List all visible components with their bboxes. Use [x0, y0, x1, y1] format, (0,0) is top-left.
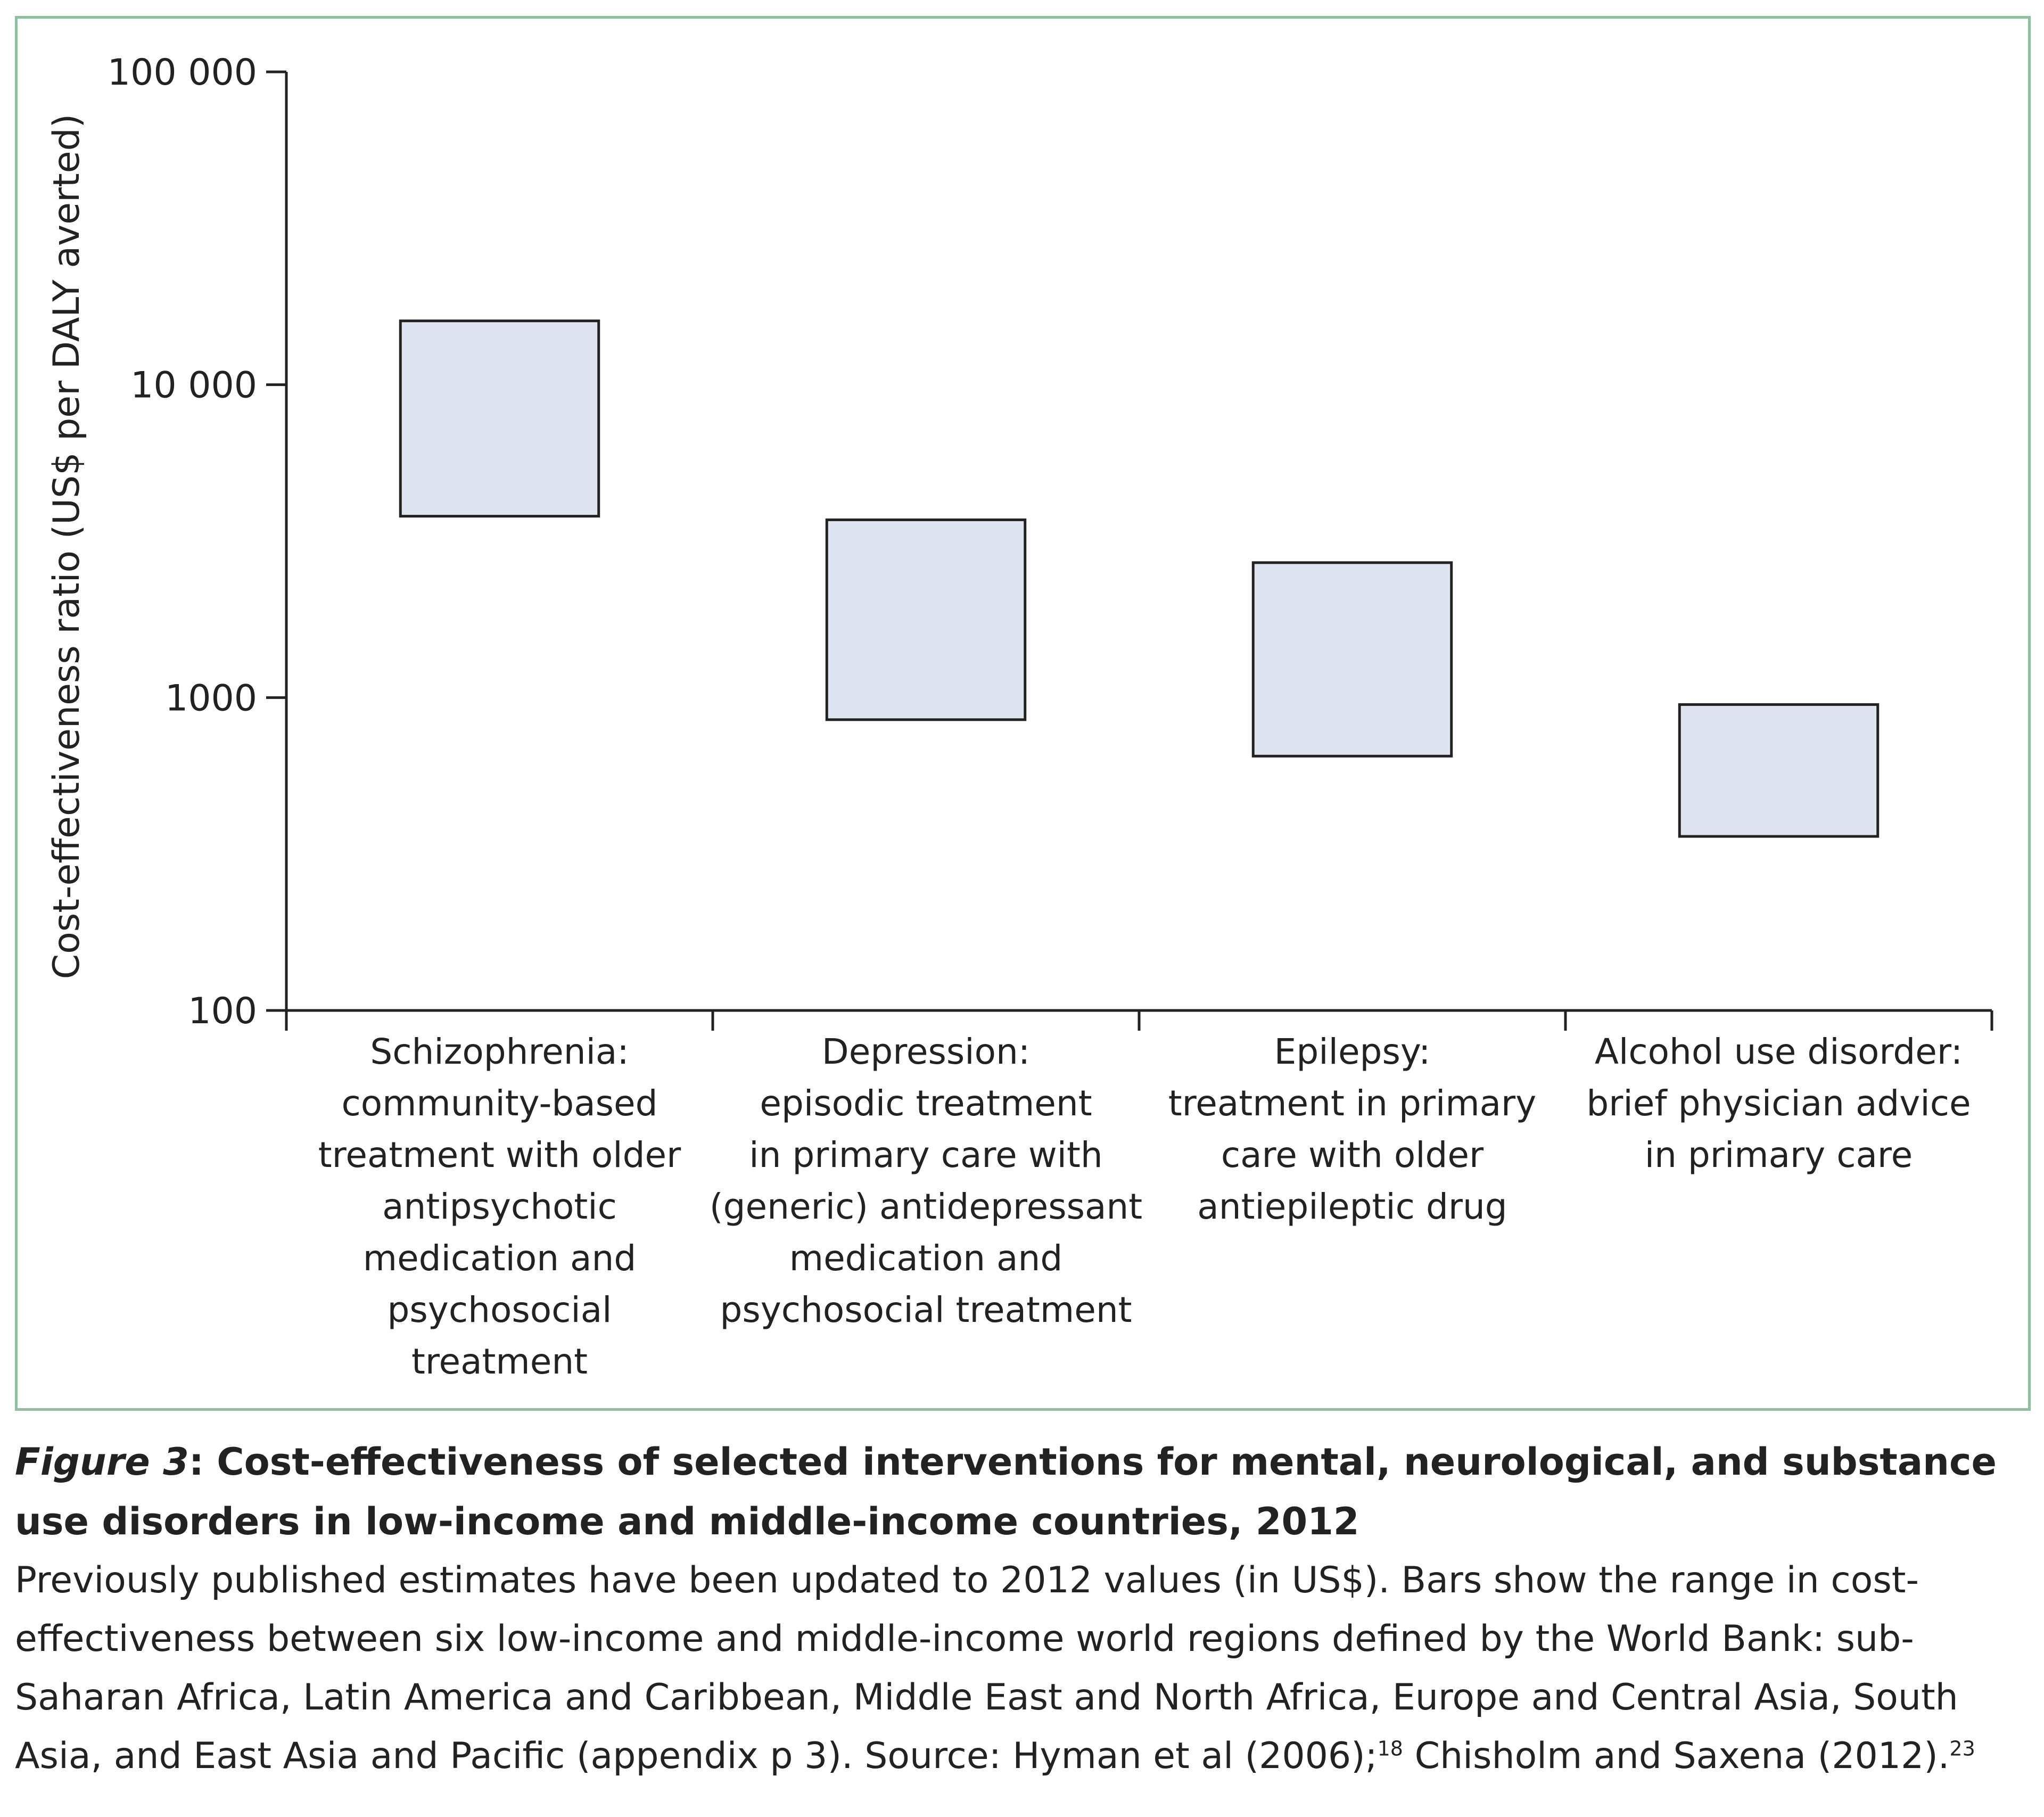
category-label-0-line-3: antipsychotic — [382, 1186, 617, 1227]
category-label-1-line-2: in primary care with — [749, 1134, 1103, 1175]
y-axis-title: Cost-effectiveness ratio (US$ per DALY averted) — [46, 113, 88, 980]
category-label-0-line-2: treatment with older — [318, 1134, 681, 1175]
category-label-0-line-0: Schizophrenia: — [370, 1031, 629, 1072]
range-bar-3 — [1679, 704, 1877, 836]
category-label-1-line-3: (generic) antidepressant — [709, 1186, 1143, 1227]
category-label-3-line-2: in primary care — [1644, 1134, 1913, 1175]
category-label-3-line-0: Alcohol use disorder: — [1594, 1031, 1963, 1072]
category-label-1-line-0: Depression: — [821, 1031, 1031, 1072]
caption-body-text-2: Chisholm and Saxena (2012). — [1403, 1735, 1950, 1777]
caption-body — [15, 1551, 2032, 1786]
category-label-0-line-1: community-based — [341, 1083, 658, 1124]
caption-title — [15, 1432, 2032, 1551]
category-label-0-line-6: treatment — [411, 1341, 588, 1382]
caption-body-text: Previously published estimates have been updated to 2012 values (in US$). Bars show the range in cost-effectiveness between six low-income and middle-income world regions defined by the World Bank: sub-Saharan Africa, Latin America and Caribbean, Middle East and North Africa, Europe and Central Asia, South Asia, and East Asia and Pacific (appendix p 3). Source: Hyman et al (2006); — [15, 1559, 1958, 1777]
category-label-1-line-4: medication and — [789, 1238, 1063, 1279]
category-label-0-line-5: psychosocial — [387, 1289, 612, 1330]
category-label-2-line-2: care with older — [1221, 1134, 1484, 1175]
category-label-0-line-4: medication and — [362, 1238, 637, 1279]
y-tick-label-1: 1000 — [164, 677, 257, 720]
range-bar-2 — [1253, 563, 1451, 756]
y-tick-label-2: 10 000 — [130, 364, 257, 407]
category-label-2-line-0: Epilepsy: — [1274, 1031, 1431, 1072]
category-label-2-line-1: treatment in primary — [1168, 1083, 1537, 1124]
category-label-1-line-1: episodic treatment — [760, 1083, 1092, 1124]
category-label-2-line-3: antiepileptic drug — [1197, 1186, 1507, 1227]
caption-title-text: : Cost-effectiveness of selected interventions for mental, neurological, and substance use disorders in low-income and middle-income countries, 2012 — [15, 1440, 1997, 1543]
range-bar-0 — [400, 321, 598, 516]
y-tick-label-3: 100 000 — [107, 52, 257, 94]
reference-23: 23 — [1949, 1737, 1975, 1761]
category-label-1-line-5: psychosocial treatment — [720, 1289, 1132, 1330]
y-tick-label-0: 100 — [188, 990, 257, 1032]
reference-18: 18 — [1377, 1737, 1403, 1761]
figure-caption — [15, 1432, 2032, 1786]
figure-label: Figure 3 — [15, 1440, 189, 1484]
range-bar-1 — [827, 520, 1025, 719]
category-label-3-line-1: brief physician advice — [1586, 1083, 1971, 1124]
